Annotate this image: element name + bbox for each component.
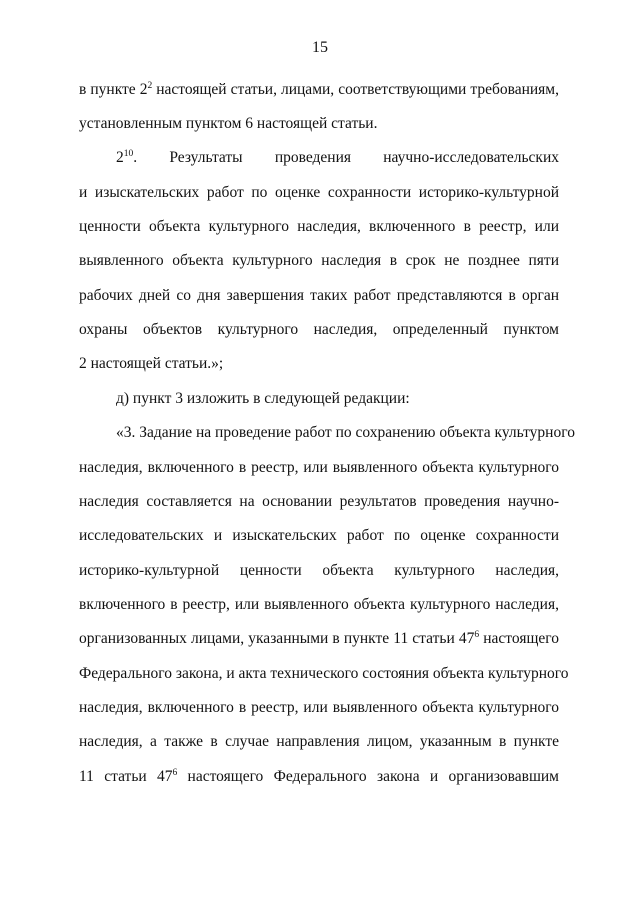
text-line: рабочих дней со дня завершения таких работ представляются в орган (79, 287, 559, 304)
text-line: выявленного объекта культурного наследия в срок не позднее пяти (79, 252, 559, 269)
page-number: 15 (312, 39, 328, 56)
text-line: историко-культурной ценности объекта культурного наследия, (79, 562, 559, 579)
superscript: 10 (123, 149, 134, 159)
text-line: ценности объекта культурного наследия, включенного в реестр, или (79, 218, 559, 235)
text-line: в пункте $2^2$ настоящей статьи, лицами, соответствующими требованиям, (79, 81, 559, 98)
text-line: наследия, включенного в реестр, или выявленного объекта культурного (79, 459, 559, 476)
text-line: включенного в реестр, или выявленного объекта культурного наследия, (79, 596, 559, 613)
text-line: наследия, включенного в реестр, или выявленного объекта культурного (79, 699, 559, 716)
text-line: д) пункт 3 изложить в следующей редакции: (116, 390, 410, 407)
superscript: 6 (474, 630, 480, 640)
text-line: 2 настоящей статьи.»; (79, 355, 224, 372)
text-line: «3. Задание на проведение работ по сохранению объекта культурного (116, 424, 575, 441)
text-line: установленным пунктом 6 настоящей статьи. (79, 115, 378, 132)
text-line: и изыскательских работ по оценке сохранности историко-культурной (79, 184, 559, 201)
text-line: наследия составляется на основании результатов проведения научно- (79, 493, 559, 510)
text-line: организованных лицами, указанными в пункте 11 статьи $47^6$ настоящего (79, 630, 559, 647)
text-line: Федерального закона, и акта технического состояния объекта культурного (79, 665, 569, 682)
text-line: 11 статьи $47^6$ настоящего Федерального закона и организовавшим (79, 768, 559, 785)
text-line: исследовательских и изыскательских работ по оценке сохранности (79, 527, 559, 544)
superscript: 2 (147, 81, 153, 91)
text-line: $2^{10}$. Результаты проведения научно-исследовательских (116, 149, 559, 166)
text-line: наследия, а также в случае направления лицом, указанным в пункте (79, 733, 559, 750)
text-line: охраны объектов культурного наследия, определенный пунктом (79, 321, 559, 338)
superscript: 6 (172, 768, 178, 778)
